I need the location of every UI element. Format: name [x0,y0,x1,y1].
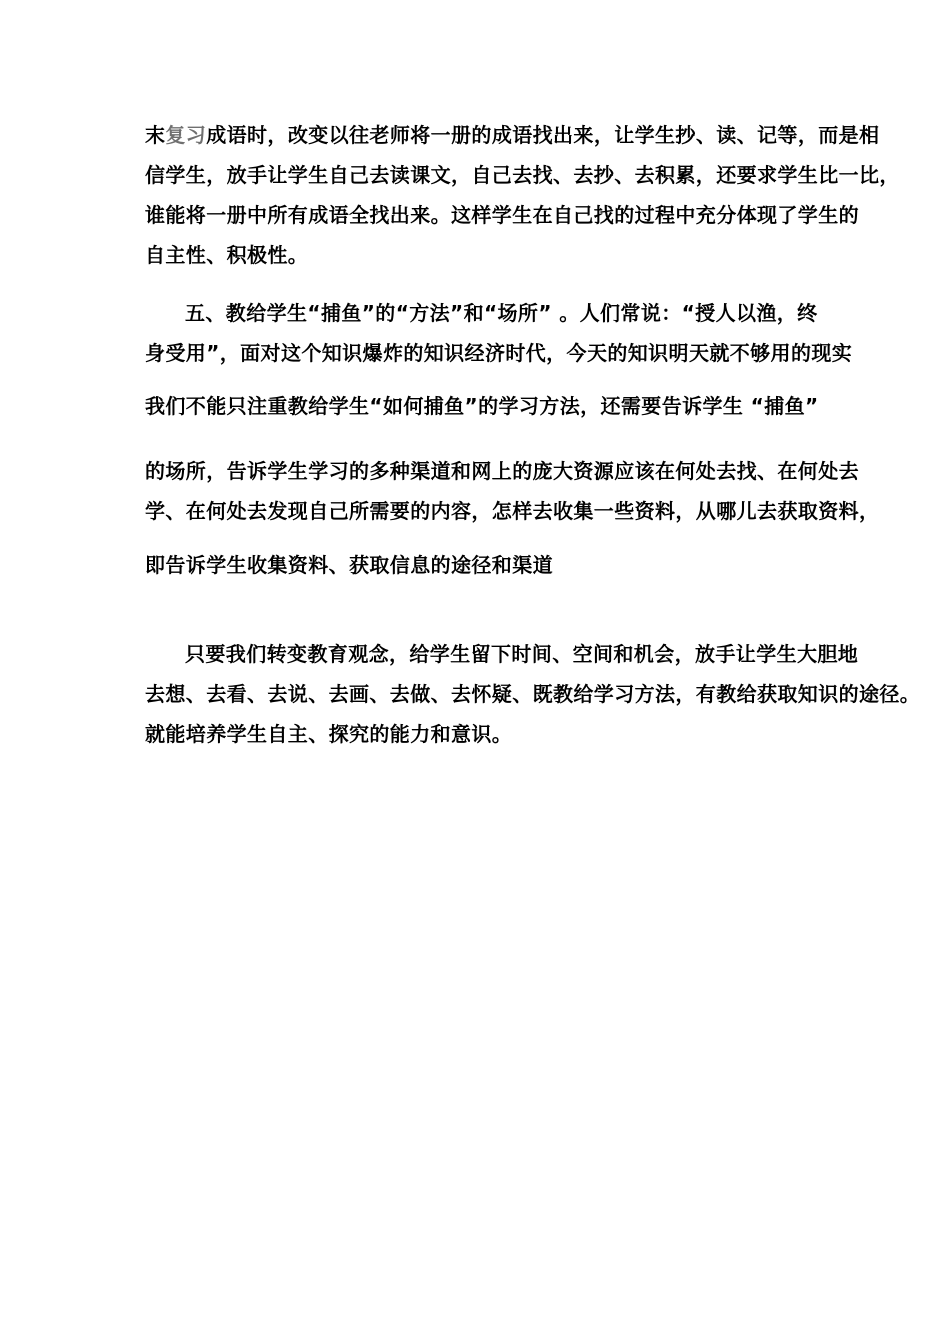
paragraph-2-line-6: 即告诉学生收集资料、获取信息的途径和渠道 [145,553,553,577]
text-segment: 成语时，改变以往老师将一册的成语找出来，让学生抄、读、记等，而是相 [206,123,880,147]
paragraph-3-line-2: 去想、去看、去说、去画、去做、去怀疑、既教给学习方法，有教给获取知识的途径。 [145,682,921,706]
review-link[interactable]: 复习 [165,123,207,147]
paragraph-1-line-4: 自主性、积极性。 [145,243,309,267]
paragraph-2-line-2: 身受用”，面对这个知识爆炸的知识经济时代，今天的知识明天就不够用的现实 [145,341,853,365]
paragraph-3-line-1: 只要我们转变教育观念，给学生留下时间、空间和机会，放手让学生大胆地 [185,642,859,666]
paragraph-1-line-3: 谁能将一册中所有成语全找出来。这样学生在自己找的过程中充分体现了学生的 [145,203,859,227]
paragraph-2-line-5: 学、在何处去发现自己所需要的内容，怎样去收集一些资料，从哪儿去获取资料， [145,499,880,523]
paragraph-3-line-3: 就能培养学生自主、探究的能力和意识。 [145,722,513,746]
text-segment: 末 [145,123,166,147]
paragraph-2-line-3: 我们不能只注重教给学生“如何捕鱼”的学习方法，还需要告诉学生 “捕鱼” [145,394,819,418]
paragraph-1-line-2: 信学生，放手让学生自己去读课文，自己去找、去抄、去积累，还要求学生比一比， [145,163,900,187]
paragraph-2-line-1: 五、教给学生“捕鱼”的“方法”和“场所” 。人们常说：“授人以渔，终 [185,301,818,325]
paragraph-2-line-4: 的场所，告诉学生学习的多种渠道和网上的庞大资源应该在何处去找、在何处去 [145,459,859,483]
paragraph-1-line-1 [145,121,879,149]
